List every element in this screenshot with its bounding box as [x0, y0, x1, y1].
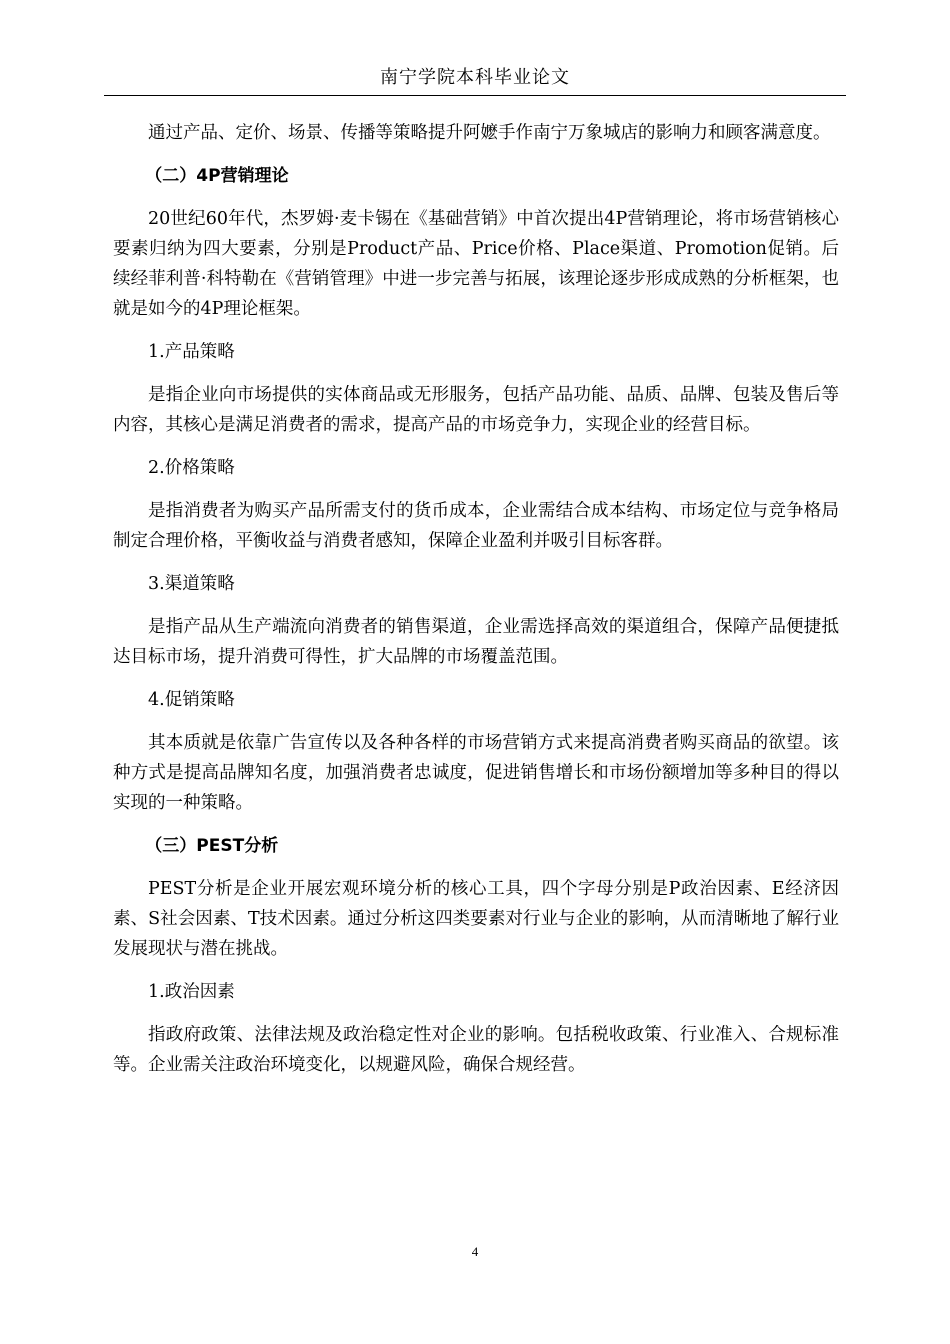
running-header: 南宁学院本科毕业论文: [380, 67, 570, 88]
section-pest-paragraph: PEST分析是企业开展宏观环境分析的核心工具，四个字母分别是P政治因素、E经济因素、S社会因素、T技术因素。通过分析这四类要素对行业与企业的影响，从而清晰地了解行业发展现状与潜在挑战。: [113, 879, 839, 959]
subsection-title-political: 1.政治因素: [148, 982, 235, 1002]
intro-paragraph: 通过产品、定价、场景、传播等策略提升阿嬷手作南宁万象城店的影响力和顾客满意度。: [148, 123, 831, 143]
subsection-title-product: 1.产品策略: [148, 342, 235, 362]
section-heading-4p: （二）4P营销理论: [145, 166, 289, 186]
page-number: 4: [471, 1244, 479, 1259]
header-divider: [104, 95, 846, 96]
subsection-text-promotion: 其本质就是依靠广告宣传以及各种各样的市场营销方式来提高消费者购买商品的欲望。该种方式是提高品牌知名度，加强消费者忠诚度，促进销售增长和市场份额增加等多种目的得以实现的一种策略。: [113, 733, 839, 813]
section-heading-pest: （三）PEST分析: [145, 836, 279, 856]
subsection-text-place: 是指产品从生产端流向消费者的销售渠道，企业需选择高效的渠道组合，保障产品便捷抵达目标市场，提升消费可得性，扩大品牌的市场覆盖范围。: [113, 617, 839, 667]
subsection-title-promotion: 4.促销策略: [148, 690, 235, 710]
subsection-text-political: 指政府政策、法律法规及政治稳定性对企业的影响。包括税收政策、行业准入、合规标准等。企业需关注政治环境变化，以规避风险，确保合规经营。: [113, 1025, 839, 1075]
section-4p-paragraph: 20世纪60年代，杰罗姆·麦卡锡在《基础营销》中首次提出4P营销理论，将市场营销核心要素归纳为四大要素，分别是Product产品、Price价格、Place渠道、Promotion促销。后续经菲利普·科特勒在《营销管理》中进一步完善与拓展，该理论逐步形成成熟的分析框架，也就是如今的4P理论框架。: [113, 209, 839, 319]
subsection-text-price: 是指消费者为购买产品所需支付的货币成本，企业需结合成本结构、市场定位与竞争格局制定合理价格，平衡收益与消费者感知，保障企业盈利并吸引目标客群。: [113, 501, 839, 551]
subsection-text-product: 是指企业向市场提供的实体商品或无形服务，包括产品功能、品质、品牌、包装及售后等内容，其核心是满足消费者的需求，提高产品的市场竞争力，实现企业的经营目标。: [113, 385, 839, 435]
subsection-title-place: 3.渠道策略: [148, 574, 235, 594]
page-body: [113, 118, 839, 1093]
subsection-title-price: 2.价格策略: [148, 458, 235, 478]
